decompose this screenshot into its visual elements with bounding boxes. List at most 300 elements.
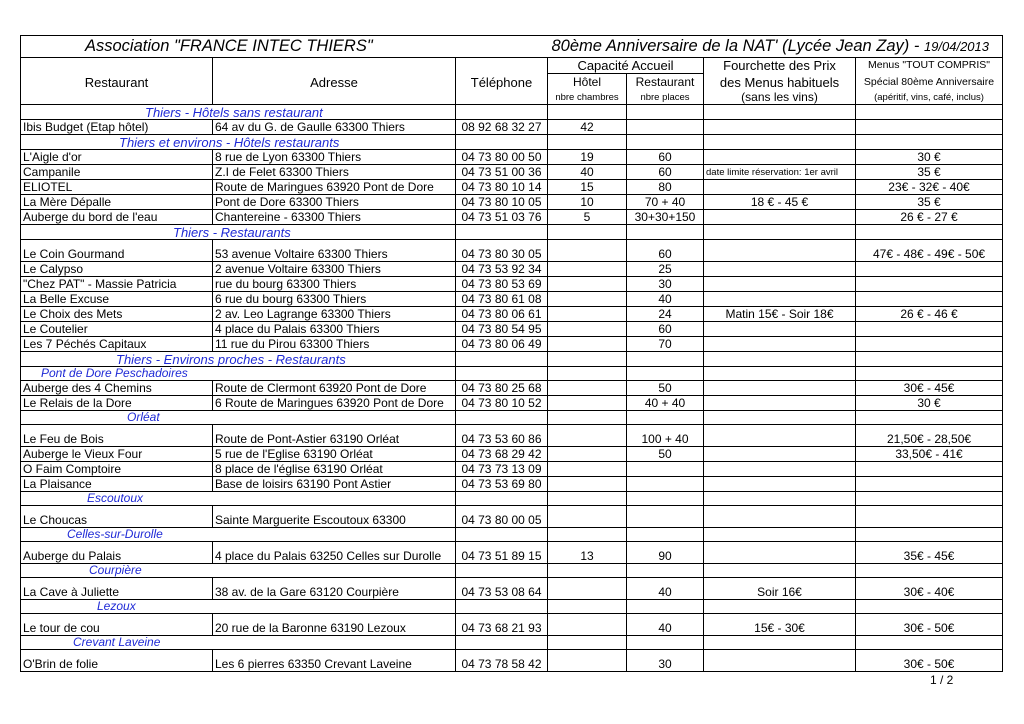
restaurant-phone: 04 73 80 54 95 (456, 321, 548, 336)
restaurant-places: 50 (627, 446, 704, 461)
section-empty-cell (548, 563, 627, 577)
section-empty-cell (856, 104, 1003, 119)
price-range (704, 336, 856, 351)
restaurant-name: Ibis Budget (Etap hôtel) (21, 119, 213, 134)
section-empty-cell (456, 563, 548, 577)
section-empty-cell (856, 563, 1003, 577)
section-empty-cell (856, 366, 1003, 380)
table-row (21, 541, 1003, 563)
restaurant-name: La Mère Dépalle (21, 194, 213, 209)
hotel-rooms (548, 380, 627, 395)
locality-title: Escoutoux (21, 491, 456, 505)
hotel-rooms (548, 395, 627, 410)
table-row (21, 119, 1003, 134)
restaurant-name: Auberge du bord de l'eau (21, 209, 213, 224)
restaurant-places: 40 (627, 613, 704, 635)
restaurant-address: 4 place du Palais 63250 Celles sur Durolle (213, 541, 456, 563)
menu-price: 26 € - 46 € (856, 306, 1003, 321)
event-date: 19/04/2013 (923, 39, 990, 54)
table-row (21, 505, 1003, 527)
restaurant-address: 20 rue de la Baronne 63190 Lezoux (213, 613, 456, 635)
section-header-row (21, 134, 1003, 149)
table-row (21, 577, 1003, 599)
menu-price: 30€ - 40€ (856, 577, 1003, 599)
table-row (21, 239, 1003, 261)
restaurant-places: 80 (627, 179, 704, 194)
section-title: Thiers - Hôtels sans restaurant (21, 104, 456, 119)
hotel-rooms: 42 (548, 119, 627, 134)
price-range (704, 424, 856, 446)
table-row (21, 321, 1003, 336)
restaurant-name: La Cave à Juliette (21, 577, 213, 599)
locality-header-row (21, 563, 1003, 577)
hotel-rooms: 40 (548, 164, 627, 179)
section-empty-cell (548, 351, 627, 366)
locality-header-row (21, 366, 1003, 380)
page-number: 1 / 2 (930, 673, 954, 687)
price-range (704, 395, 856, 410)
section-empty-cell (456, 527, 548, 541)
restaurant-phone: 04 73 51 00 36 (456, 164, 548, 179)
table-row (21, 336, 1003, 351)
header-blank-6 (456, 91, 548, 105)
header-fourchette-1: Fourchette des Prix (704, 58, 856, 74)
table-row (21, 276, 1003, 291)
section-empty-cell (704, 410, 856, 424)
section-empty-cell (704, 491, 856, 505)
section-empty-cell (456, 491, 548, 505)
menu-price: 35 € (856, 194, 1003, 209)
restaurant-name: Le tour de cou (21, 613, 213, 635)
section-empty-cell (704, 366, 856, 380)
restaurant-places: 30+30+150 (627, 209, 704, 224)
hotel-rooms (548, 649, 627, 671)
header-blank-4 (21, 91, 213, 105)
table-row (21, 461, 1003, 476)
menu-price: 26 € - 27 € (856, 209, 1003, 224)
price-range: Matin 15€ - Soir 18€ (704, 306, 856, 321)
restaurant-places: 30 (627, 649, 704, 671)
restaurant-name: Les 7 Péchés Capitaux (21, 336, 213, 351)
header-nbre-places: nbre places (627, 91, 704, 105)
restaurant-phone: 04 73 68 21 93 (456, 613, 548, 635)
restaurant-places: 60 (627, 164, 704, 179)
section-empty-cell (456, 635, 548, 649)
section-empty-cell (627, 104, 704, 119)
restaurant-name: Auberge des 4 Chemins (21, 380, 213, 395)
section-empty-cell (548, 104, 627, 119)
section-empty-cell (627, 366, 704, 380)
restaurant-address: rue du bourg 63300 Thiers (213, 276, 456, 291)
restaurant-address: 2 av. Leo Lagrange 63300 Thiers (213, 306, 456, 321)
section-empty-cell (456, 134, 548, 149)
restaurant-address: Route de Pont-Astier 63190 Orléat (213, 424, 456, 446)
price-range (704, 505, 856, 527)
section-empty-cell (548, 527, 627, 541)
price-range (704, 541, 856, 563)
restaurant-places: 24 (627, 306, 704, 321)
section-empty-cell (548, 635, 627, 649)
price-range (704, 179, 856, 194)
restaurant-name: L'Aigle d'or (21, 149, 213, 164)
restaurant-phone: 08 92 68 32 27 (456, 119, 548, 134)
restaurant-phone: 04 73 68 29 42 (456, 446, 548, 461)
section-empty-cell (627, 563, 704, 577)
price-range (704, 461, 856, 476)
menu-price (856, 461, 1003, 476)
section-empty-cell (704, 563, 856, 577)
locality-header-row (21, 410, 1003, 424)
section-title: Thiers et environs - Hôtels restaurants (21, 134, 456, 149)
section-header-row (21, 224, 1003, 239)
restaurant-places: 60 (627, 149, 704, 164)
section-empty-cell (856, 491, 1003, 505)
table-row (21, 649, 1003, 671)
price-range (704, 261, 856, 276)
table-row (21, 306, 1003, 321)
price-range: 15€ - 30€ (704, 613, 856, 635)
restaurant-address: Pont de Dore 63300 Thiers (213, 194, 456, 209)
section-empty-cell (856, 224, 1003, 239)
restaurant-phone: 04 73 53 92 34 (456, 261, 548, 276)
restaurant-places (627, 461, 704, 476)
hotel-rooms (548, 306, 627, 321)
header-blank-2 (213, 58, 456, 74)
price-range (704, 321, 856, 336)
restaurant-address: 6 rue du bourg 63300 Thiers (213, 291, 456, 306)
header-menus-1: Menus "TOUT COMPRIS" (856, 58, 1003, 74)
section-empty-cell (627, 224, 704, 239)
restaurant-address: 5 rue de l'Eglise 63190 Orléat (213, 446, 456, 461)
price-range (704, 291, 856, 306)
header-restaurant: Restaurant (21, 74, 213, 91)
section-empty-cell (548, 491, 627, 505)
header-blank-5 (213, 91, 456, 105)
restaurant-places: 100 + 40 (627, 424, 704, 446)
section-empty-cell (456, 366, 548, 380)
section-empty-cell (704, 635, 856, 649)
restaurant-address: 11 rue du Pirou 63300 Thiers (213, 336, 456, 351)
section-empty-cell (548, 224, 627, 239)
hotel-rooms: 10 (548, 194, 627, 209)
restaurant-places: 50 (627, 380, 704, 395)
price-range (704, 276, 856, 291)
section-empty-cell (627, 527, 704, 541)
price-range (704, 149, 856, 164)
hotel-rooms (548, 321, 627, 336)
restaurant-phone: 04 73 80 00 50 (456, 149, 548, 164)
restaurant-address: 2 avenue Voltaire 63300 Thiers (213, 261, 456, 276)
header-menus-3: (apéritif, vins, café, inclus) (856, 91, 1003, 105)
section-title: Thiers - Restaurants (21, 224, 456, 239)
restaurant-name: Campanile (21, 164, 213, 179)
menu-price (856, 321, 1003, 336)
section-empty-cell (627, 410, 704, 424)
restaurant-phone: 04 73 73 13 09 (456, 461, 548, 476)
price-range (704, 209, 856, 224)
table-row (21, 261, 1003, 276)
header-fourchette-3: (sans les vins) (704, 91, 856, 105)
section-empty-cell (704, 527, 856, 541)
table-row (21, 164, 1003, 179)
menu-price (856, 261, 1003, 276)
table-row (21, 395, 1003, 410)
header-adresse: Adresse (213, 74, 456, 91)
restaurant-places: 90 (627, 541, 704, 563)
menu-price (856, 336, 1003, 351)
hotel-rooms (548, 476, 627, 491)
table-row (21, 476, 1003, 491)
restaurant-address: 64 av du G. de Gaulle 63300 Thiers (213, 119, 456, 134)
header-hotel: Hôtel (548, 74, 627, 91)
section-empty-cell (856, 527, 1003, 541)
menu-price: 30€ - 50€ (856, 649, 1003, 671)
restaurant-address: Les 6 pierres 63350 Crevant Laveine (213, 649, 456, 671)
price-range (704, 649, 856, 671)
event-title: 80ème Anniversaire de la NAT' (Lycée Jean Zay) - (551, 37, 920, 55)
section-empty-cell (627, 134, 704, 149)
section-empty-cell (548, 599, 627, 613)
hotel-rooms: 5 (548, 209, 627, 224)
restaurant-name: Le Choix des Mets (21, 306, 213, 321)
section-empty-cell (704, 134, 856, 149)
title-association-cell (21, 36, 548, 58)
restaurant-address: Route de Clermont 63920 Pont de Dore (213, 380, 456, 395)
restaurant-name: Auberge du Palais (21, 541, 213, 563)
section-empty-cell (548, 134, 627, 149)
hotel-rooms: 19 (548, 149, 627, 164)
restaurant-name: Auberge le Vieux Four (21, 446, 213, 461)
restaurant-places: 40 (627, 577, 704, 599)
restaurant-phone: 04 73 53 60 86 (456, 424, 548, 446)
table-row (21, 209, 1003, 224)
menu-price: 35 € (856, 164, 1003, 179)
restaurant-phone: 04 73 80 25 68 (456, 380, 548, 395)
restaurant-phone: 04 73 80 10 14 (456, 179, 548, 194)
restaurant-address: 4 place du Palais 63300 Thiers (213, 321, 456, 336)
restaurant-name: O'Brin de folie (21, 649, 213, 671)
restaurant-places: 25 (627, 261, 704, 276)
restaurant-phone: 04 73 53 69 80 (456, 476, 548, 491)
hotel-rooms: 15 (548, 179, 627, 194)
restaurant-name: Le Coin Gourmand (21, 239, 213, 261)
header-capacite: Capacité Accueil (548, 58, 704, 74)
price-range: date limite réservation: 1er avril (704, 164, 856, 179)
restaurant-phone: 04 73 80 30 05 (456, 239, 548, 261)
menu-price (856, 276, 1003, 291)
restaurant-phone: 04 73 80 53 69 (456, 276, 548, 291)
restaurant-address: 8 place de l'église 63190 Orléat (213, 461, 456, 476)
restaurant-address: Z.I de Felet 63300 Thiers (213, 164, 456, 179)
restaurant-phone: 04 73 80 10 05 (456, 194, 548, 209)
section-empty-cell (704, 599, 856, 613)
association-title: Association "FRANCE INTEC THIERS" (85, 37, 373, 55)
restaurant-places: 40 (627, 291, 704, 306)
hotel-rooms (548, 613, 627, 635)
price-range (704, 446, 856, 461)
menu-price (856, 505, 1003, 527)
menu-price (856, 291, 1003, 306)
section-empty-cell (856, 635, 1003, 649)
section-empty-cell (627, 351, 704, 366)
hotel-rooms (548, 261, 627, 276)
restaurant-places: 70 (627, 336, 704, 351)
restaurant-places (627, 505, 704, 527)
section-empty-cell (548, 410, 627, 424)
hotel-rooms (548, 291, 627, 306)
table-row (21, 380, 1003, 395)
header-blank-3 (456, 58, 548, 74)
header-fourchette-2: des Menus habituels (704, 74, 856, 91)
restaurant-phone: 04 73 53 08 64 (456, 577, 548, 599)
menu-price: 30 € (856, 149, 1003, 164)
menu-price (856, 119, 1003, 134)
restaurant-address: Base de loisirs 63190 Pont Astier (213, 476, 456, 491)
restaurant-phone: 04 73 80 10 52 (456, 395, 548, 410)
restaurant-phone: 04 73 80 61 08 (456, 291, 548, 306)
hotel-rooms (548, 461, 627, 476)
price-range (704, 380, 856, 395)
section-empty-cell (856, 134, 1003, 149)
header-row-1 (21, 58, 1003, 74)
section-empty-cell (627, 491, 704, 505)
restaurant-table (20, 35, 1003, 672)
menu-price: 30€ - 50€ (856, 613, 1003, 635)
section-empty-cell (704, 224, 856, 239)
restaurant-phone: 04 73 80 06 61 (456, 306, 548, 321)
menu-price: 33,50€ - 41€ (856, 446, 1003, 461)
menu-price: 23€ - 32€ - 40€ (856, 179, 1003, 194)
section-empty-cell (627, 635, 704, 649)
title-row (21, 36, 1003, 58)
menu-price: 47€ - 48€ - 49€ - 50€ (856, 239, 1003, 261)
title-event-cell (548, 36, 1003, 58)
locality-header-row (21, 491, 1003, 505)
restaurant-name: Le Feu de Bois (21, 424, 213, 446)
restaurant-address: 6 Route de Maringues 63920 Pont de Dore (213, 395, 456, 410)
restaurant-name: Le Coutelier (21, 321, 213, 336)
restaurant-name: La Plaisance (21, 476, 213, 491)
price-range (704, 476, 856, 491)
restaurant-places: 40 + 40 (627, 395, 704, 410)
table-row (21, 149, 1003, 164)
hotel-rooms (548, 446, 627, 461)
restaurant-places: 30 (627, 276, 704, 291)
restaurant-name: ELIOTEL (21, 179, 213, 194)
locality-header-row (21, 527, 1003, 541)
hotel-rooms (548, 276, 627, 291)
restaurant-phone: 04 73 78 58 42 (456, 649, 548, 671)
header-nbre-chambres: nbre chambres (548, 91, 627, 105)
restaurant-places: 60 (627, 321, 704, 336)
header-row-2 (21, 74, 1003, 91)
header-telephone: Téléphone (456, 74, 548, 91)
table-row (21, 613, 1003, 635)
price-sheet (20, 35, 1002, 672)
price-range (704, 119, 856, 134)
section-empty-cell (456, 224, 548, 239)
header-restaurant-capacity: Restaurant (627, 74, 704, 91)
locality-title: Courpière (21, 563, 456, 577)
price-range: 18 € - 45 € (704, 194, 856, 209)
restaurant-name: "Chez PAT" - Massie Patricia (21, 276, 213, 291)
restaurant-address: 38 av. de la Gare 63120 Courpière (213, 577, 456, 599)
section-empty-cell (456, 351, 548, 366)
hotel-rooms: 13 (548, 541, 627, 563)
menu-price (856, 476, 1003, 491)
restaurant-places: 60 (627, 239, 704, 261)
section-empty-cell (627, 599, 704, 613)
restaurant-phone: 04 73 51 03 76 (456, 209, 548, 224)
restaurant-phone: 04 73 80 00 05 (456, 505, 548, 527)
restaurant-address: Route de Maringues 63920 Pont de Dore (213, 179, 456, 194)
header-row-3 (21, 91, 1003, 105)
table-row (21, 179, 1003, 194)
section-empty-cell (856, 351, 1003, 366)
restaurant-address: 8 rue de Lyon 63300 Thiers (213, 149, 456, 164)
restaurant-name: Le Relais de la Dore (21, 395, 213, 410)
hotel-rooms (548, 577, 627, 599)
header-menus-2: Spécial 80ème Anniversaire (856, 74, 1003, 91)
menu-price: 30€ - 45€ (856, 380, 1003, 395)
locality-title: Celles-sur-Durolle (21, 527, 456, 541)
table-row (21, 424, 1003, 446)
section-empty-cell (704, 104, 856, 119)
section-empty-cell (456, 410, 548, 424)
restaurant-places (627, 119, 704, 134)
restaurant-address: 53 avenue Voltaire 63300 Thiers (213, 239, 456, 261)
restaurant-name: Le Choucas (21, 505, 213, 527)
menu-price: 21,50€ - 28,50€ (856, 424, 1003, 446)
hotel-rooms (548, 424, 627, 446)
section-empty-cell (704, 351, 856, 366)
locality-title: Orléat (21, 410, 456, 424)
menu-price: 35€ - 45€ (856, 541, 1003, 563)
section-empty-cell (548, 366, 627, 380)
price-range (704, 239, 856, 261)
restaurant-name: Le Calypso (21, 261, 213, 276)
table-row (21, 446, 1003, 461)
table-row (21, 194, 1003, 209)
section-empty-cell (856, 599, 1003, 613)
section-empty-cell (856, 410, 1003, 424)
header-blank-1 (21, 58, 213, 74)
restaurant-phone: 04 73 51 89 15 (456, 541, 548, 563)
restaurant-places (627, 476, 704, 491)
price-range: Soir 16€ (704, 577, 856, 599)
restaurant-name: O Faim Comptoire (21, 461, 213, 476)
restaurant-address: Sainte Marguerite Escoutoux 63300 (213, 505, 456, 527)
section-empty-cell (456, 104, 548, 119)
restaurant-address: Chantereine - 63300 Thiers (213, 209, 456, 224)
restaurant-phone: 04 73 80 06 49 (456, 336, 548, 351)
locality-header-row (21, 635, 1003, 649)
restaurant-name: La Belle Excuse (21, 291, 213, 306)
locality-header-row (21, 599, 1003, 613)
table-row (21, 291, 1003, 306)
section-header-row (21, 351, 1003, 366)
menu-price: 30 € (856, 395, 1003, 410)
hotel-rooms (548, 239, 627, 261)
section-title: Thiers - Environs proches - Restaurants (21, 351, 456, 366)
restaurant-places: 70 + 40 (627, 194, 704, 209)
section-header-row (21, 104, 1003, 119)
hotel-rooms (548, 505, 627, 527)
section-empty-cell (456, 599, 548, 613)
locality-title: Crevant Laveine (21, 635, 456, 649)
hotel-rooms (548, 336, 627, 351)
locality-title: Pont de Dore Peschadoires (21, 366, 456, 380)
